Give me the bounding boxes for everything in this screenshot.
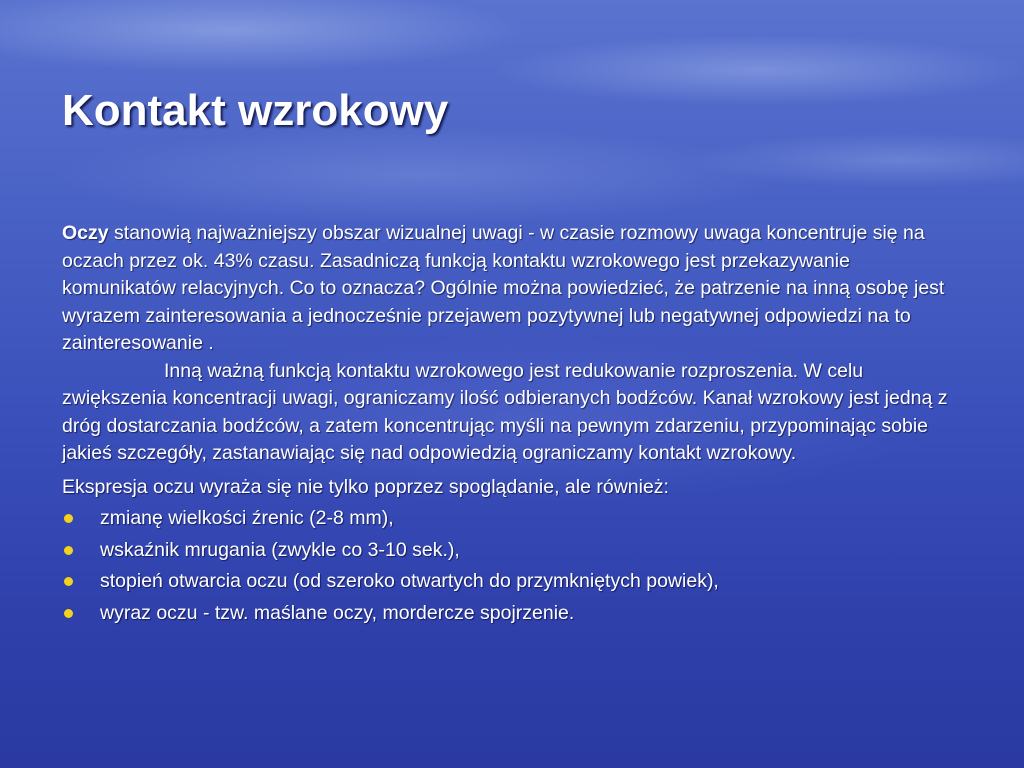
- paragraph-2: Inną ważną funkcją kontaktu wzrokowego jest redukowanie rozproszenia. W celu zwiększenia koncentracji uwagi, ograniczamy ilość odbieranych bodźców. Kanał wzrokowy jest jedną z dróg dostarczania bodźców, a zatem koncentrując myśli na pewnym zdarzeniu, przypominając sobie jakieś szczegóły, zastanawiając się nad odpowiedzią ograniczamy kontakt wzrokowy.: [62, 359, 948, 464]
- paragraph-1-text: stanowią najważniejszy obszar wizualnej uwagi - w czasie rozmowy uwaga koncentruje się na oczach przez ok. 43% czasu. Zasadniczą funkcją kontaktu wzrokowego jest przekazywanie komunikatów relacyjnych. Co to oznacza? Ogólnie można powiedzieć, że patrzenie na inną osobę jest wyrazem zainteresowania a jednocześnie przejawem pozytywnej lub negatywnej odpowiedzi na to zainteresowanie .: [62, 222, 945, 354]
- bullet-item: [62, 537, 962, 565]
- bullet-dot-icon: [64, 577, 73, 586]
- bullet-text: wskaźnik mrugania (zwykle co 3-10 sek.),: [100, 538, 460, 561]
- bullet-item: [62, 600, 962, 628]
- bullet-dot-icon: [64, 514, 73, 523]
- slide-body: [62, 220, 962, 631]
- bullet-item: [62, 568, 962, 596]
- bullet-text: wyraz oczu - tzw. maślane oczy, mordercze spojrzenie.: [100, 601, 575, 624]
- paragraph-1: [62, 220, 962, 358]
- bullet-text: stopień otwarcia oczu (od szeroko otwartych do przymkniętych powiek),: [100, 570, 719, 592]
- bullet-item: [62, 505, 962, 533]
- paragraph-3: Ekspresja oczu wyraża się nie tylko poprzez spoglądanie, ale również:: [62, 475, 669, 498]
- bullet-dot-icon: [64, 546, 73, 555]
- bullet-list: [62, 505, 962, 627]
- bullet-dot-icon: [64, 609, 73, 618]
- slide-title: Kontakt wzrokowy: [62, 86, 449, 135]
- paragraph-1-lead: Oczy: [62, 222, 109, 244]
- bullet-text: zmianę wielkości źrenic (2-8 mm),: [100, 507, 394, 529]
